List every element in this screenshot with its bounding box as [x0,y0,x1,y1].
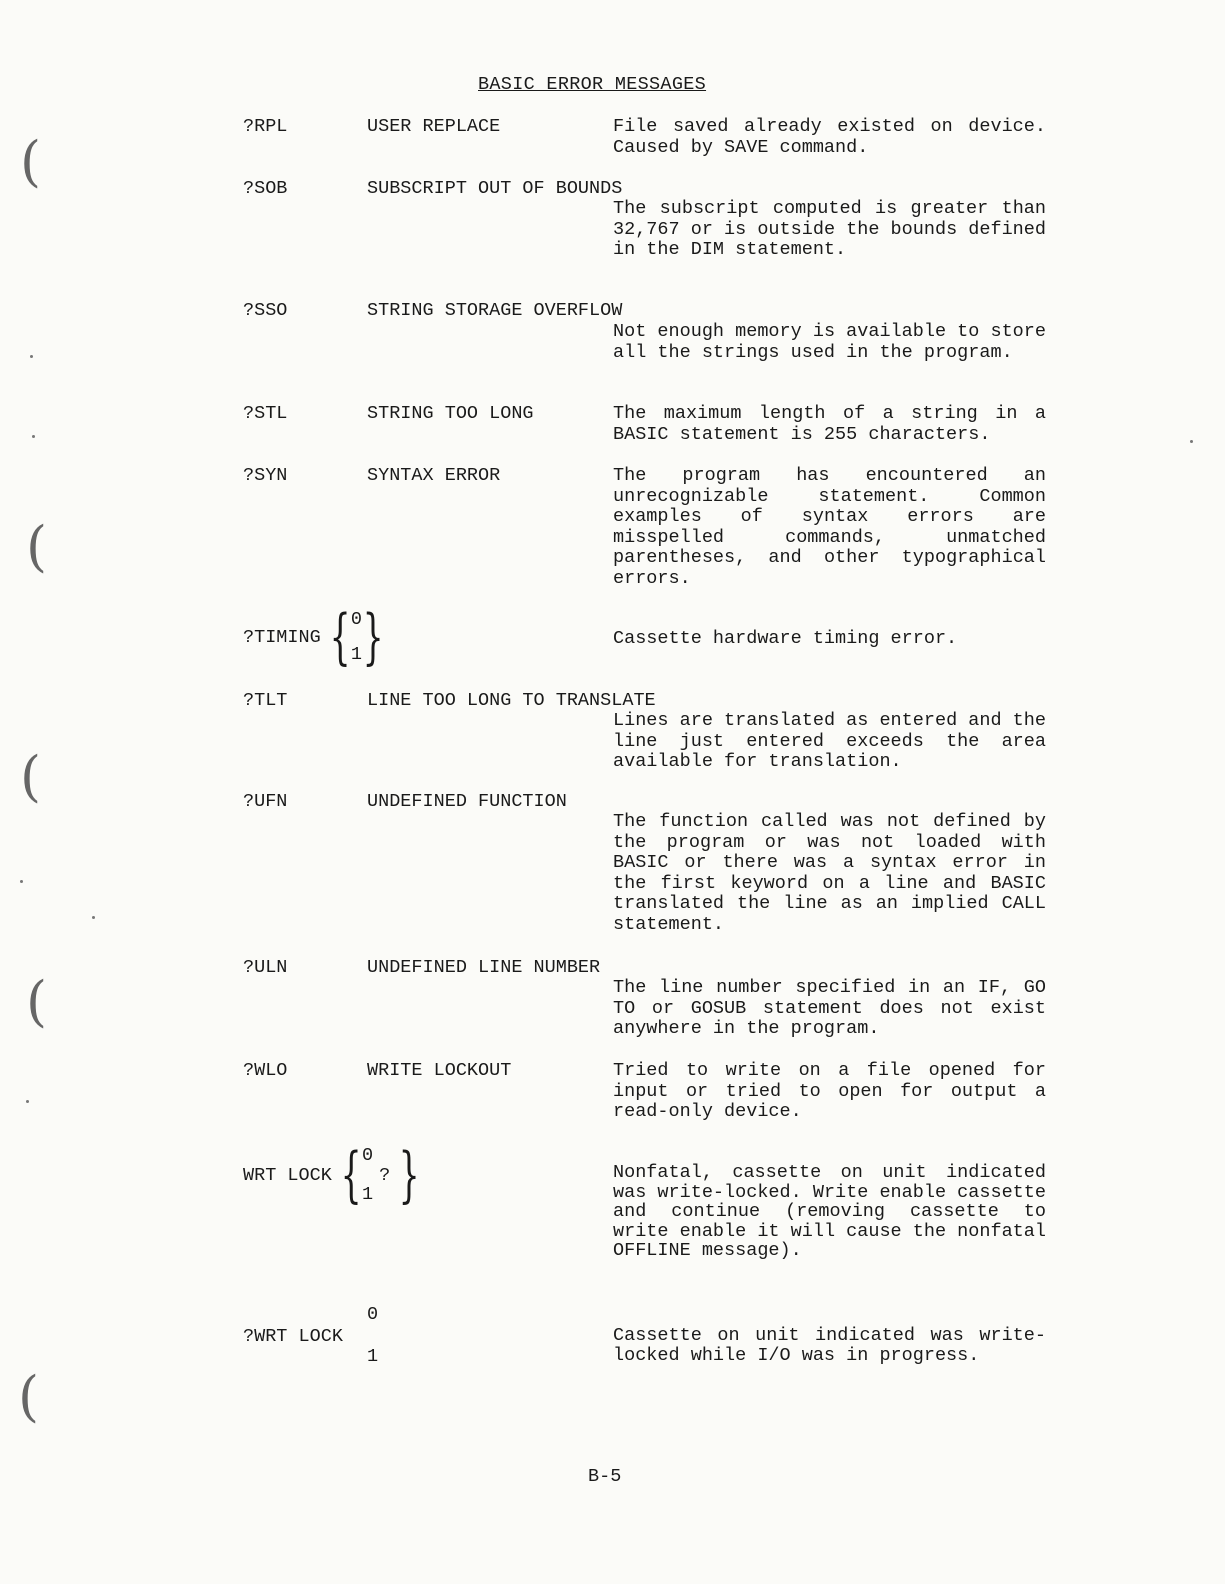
error-code: ?WRT LOCK [243,1326,343,1347]
error-code: ?RPL [243,116,288,137]
error-description: The maximum length of a string in a BASIC statement is 255 characters. [613,403,1046,445]
error-name: USER REPLACE [367,116,501,137]
error-code: WRT LOCK [243,1164,332,1186]
speck-mark [30,355,33,358]
error-description: The line number specified in an IF, GO TO or GOSUB statement does not exist anywhere in the program. [613,977,1046,1040]
option-bottom: 1 [362,1184,374,1205]
error-code: ?STL [243,403,288,424]
error-description: The subscript computed is greater than 32,767 or is outside the bounds defined in the DIM statement. [613,198,1046,261]
error-description: Nonfatal, cassette on unit indicated was write-locked. Write enable cassette and continue (removing cassette to write enable it will cause the nonfatal OFFLINE message). [613,1162,1046,1262]
error-code: ?TIMING [243,626,321,648]
error-code-group [243,602,392,672]
right-brace: } [362,602,384,672]
error-code: ?WLO [243,1060,288,1081]
error-code: ?SYN [243,465,288,486]
error-description: Cassette hardware timing error. [613,628,958,649]
error-code: ?SOB [243,178,288,199]
left-brace: { [340,1140,362,1210]
binder-hole-mark: ( [26,970,48,1033]
error-description: Not enough memory is available to store all the strings used in the program. [613,321,1046,363]
error-name: UNDEFINED LINE NUMBER [367,957,601,978]
error-name: WRITE LOCKOUT [367,1060,512,1081]
option-top: 0 [350,609,363,630]
error-code: ?UFN [243,791,288,812]
right-brace: } [398,1140,420,1210]
error-code: ?ULN [243,957,288,978]
error-code-group [243,1142,428,1208]
error-name: LINE TOO LONG TO TRANSLATE [367,690,656,711]
option-top: 0 [362,1145,374,1166]
option-bottom: 1 [367,1346,379,1367]
speck-mark [1190,440,1193,443]
error-name: UNDEFINED FUNCTION [367,791,567,812]
error-code: ?TLT [243,690,288,711]
error-description: The program has encountered an unrecognizable statement. Common examples of syntax errors are misspelled commands, unmatched parentheses, and other typographical errors. [613,465,1046,589]
option-suffix: ? [379,1164,391,1186]
speck-mark [26,1100,29,1103]
page-number: B-5 [588,1466,622,1487]
error-description: Tried to write on a file opened for input or tried to open for output a read-only device. [613,1060,1046,1123]
speck-mark [92,916,95,919]
option-bottom: 1 [350,644,363,665]
left-brace: { [329,602,351,672]
error-code: ?SSO [243,300,288,321]
error-description: Cassette on unit indicated was write-locked while I/O was in progress. [613,1325,1046,1366]
option-stack [351,609,362,665]
binder-hole-mark: ( [20,130,42,193]
error-name: STRING STORAGE OVERFLOW [367,300,623,321]
binder-hole-mark: ( [20,745,42,808]
error-name: STRING TOO LONG [367,403,534,424]
error-description: File saved already existed on device. Caused by SAVE command. [613,116,1046,158]
binder-hole-mark: ( [18,1365,40,1428]
error-description: Lines are translated as entered and the line just entered exceeds the area available for translation. [613,710,1046,773]
error-name: SYNTAX ERROR [367,465,501,486]
page-title: BASIC ERROR MESSAGES [478,74,707,95]
error-description: The function called was not defined by the program or was not loaded with BASIC or there was a syntax error in the first keyword on a line and BASIC translated the line as an implied CALL statement. [613,811,1046,935]
option-top: 0 [367,1304,379,1325]
speck-mark [20,880,23,883]
error-name: SUBSCRIPT OUT OF BOUNDS [367,178,623,199]
option-stack [362,1145,373,1205]
binder-hole-mark: ( [26,515,48,578]
speck-mark [32,435,35,438]
